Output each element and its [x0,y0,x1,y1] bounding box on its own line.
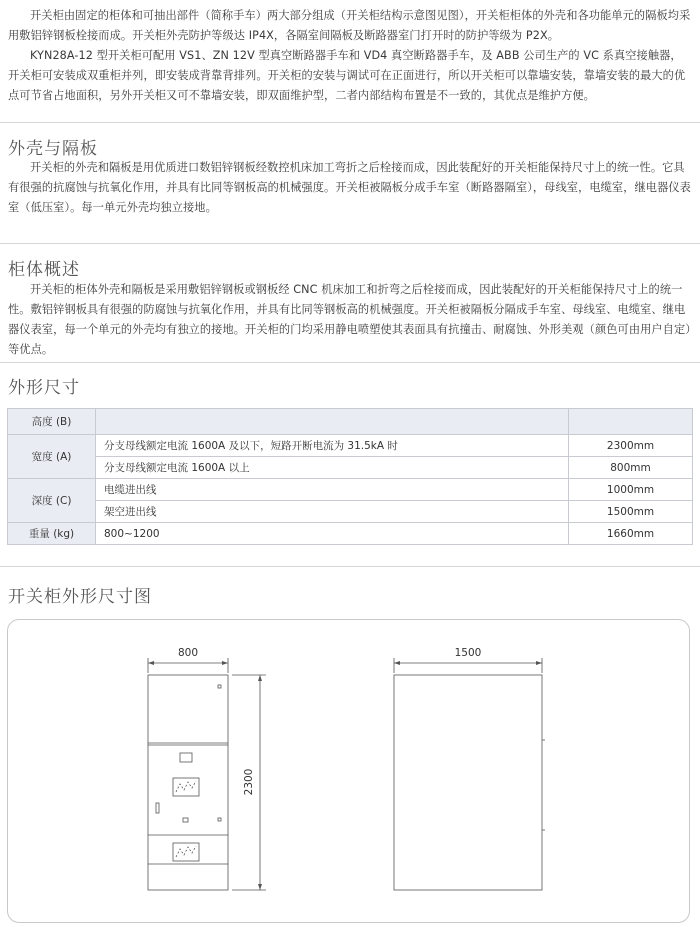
table-cell-label: 深度 (C) [8,479,96,523]
table-cell-desc: 分支母线额定电流 1600A 以上 [96,457,569,479]
section-divider [0,566,700,567]
table-cell-label: 重量 (kg) [8,523,96,545]
table-row [8,501,693,523]
front-meter-panel [173,778,199,796]
section-text-shell: 开关柜的外壳和隔板是用优质进口数铝锌钢板经数控机床加工弯折之后栓接而成，因此装配好的开关柜能保持尺寸上的统一性。它具有很强的抗腐蚀与抗氧化作用，并具有比同等钢板高的机械强度。开关柜被隔板分成手车室（断路器隔室），母线室，电缆室，继电器仪表室（低压室）。每一单元外壳均独立接地。 [8,161,691,214]
section-title-shell: 外壳与隔板 [8,139,98,159]
drawing-frame [7,619,690,923]
table-cell-value: 800mm [569,457,693,479]
section-title-size: 外形尺寸 [8,378,80,398]
intro-paragraph-2: KYN28A-12 型开关柜可配用 VS1、ZN 12V 型真空断路器手车和 VD4 真空断路器手车，及 ABB 公司生产的 VC 系真空接触器，开关柜可安装成双重柜并列，即安装成背靠背排列。开关柜的安装与调试可在正面进行，所以开关柜可以靠墙安装，靠墙安装的最大的优点可节省占地面积，另外开关柜又可不靠墙安装，即双面维护型，二者内部结构布置是不一致的，其优点是维护方便。 [8,49,686,102]
table-row [8,435,693,457]
dimension-drawing [8,620,691,924]
indicator-window [180,753,192,762]
table-row [8,409,693,435]
table-cell-value: 1500mm [569,501,693,523]
table-row [8,479,693,501]
table-row [8,523,693,545]
table-cell-value: 1000mm [569,479,693,501]
table-cell-desc: 分支母线额定电流 1600A 及以下，短路开断电流为 31.5kA 时 [96,435,569,457]
dimension-table [7,408,693,545]
table-cell-desc: 800~1200 [96,523,569,545]
table-row [8,457,693,479]
intro-paragraph-1: 开关柜由固定的柜体和可抽出部件（简称手车）两大部分组成（开关柜结构示意图见图），开关柜柜体的外壳和各功能单元的隔板均采用敷铝锌钢板栓接而成。开关柜外壳防护等级达 IP4X，各隔室间隔板及断路器室门打开时的防护等级为 P2X。 [8,9,691,42]
section-divider [0,243,700,244]
table-cell-value [569,409,693,435]
table-cell-desc: 架空进出线 [96,501,569,523]
door-handle [156,803,159,813]
table-cell-desc: 电缆进出线 [96,479,569,501]
section-title-body: 柜体概述 [8,260,80,280]
section-divider [0,122,700,123]
section-title-drawing: 开关柜外形尺寸图 [8,587,152,607]
table-cell-value: 2300mm [569,435,693,457]
table-cell-value: 1660mm [569,523,693,545]
side-cabinet-outline [394,675,542,890]
side-depth-label: 1500 [454,647,482,659]
table-cell-label: 高度 (B) [8,409,96,435]
section-divider [0,362,700,363]
height-label: 2300 [243,768,255,796]
table-cell-label: 宽度 (A) [8,435,96,479]
lower-meter-panel [173,843,199,861]
table-cell-desc [96,409,569,435]
section-text-body: 开关柜的柜体外壳和隔板是采用敷铝锌钢板或钢板经 CNC 机床加工和折弯之后栓接而成，因此装配好的开关柜能保持尺寸上的统一性。敷铝锌钢板具有很强的防腐蚀与抗氧化作用，并具有比同等钢板高的机械强度。开关柜被隔板分隔成手车室、母线室、电缆室、继电器仪表室，每一个单元的外壳均有独立的接地。开关柜的门均采用静电喷塑使其表面具有抗撞击、耐腐蚀、外形美观（颜色可由用户自定）等优点。 [8,283,691,356]
front-width-label: 800 [177,647,199,659]
